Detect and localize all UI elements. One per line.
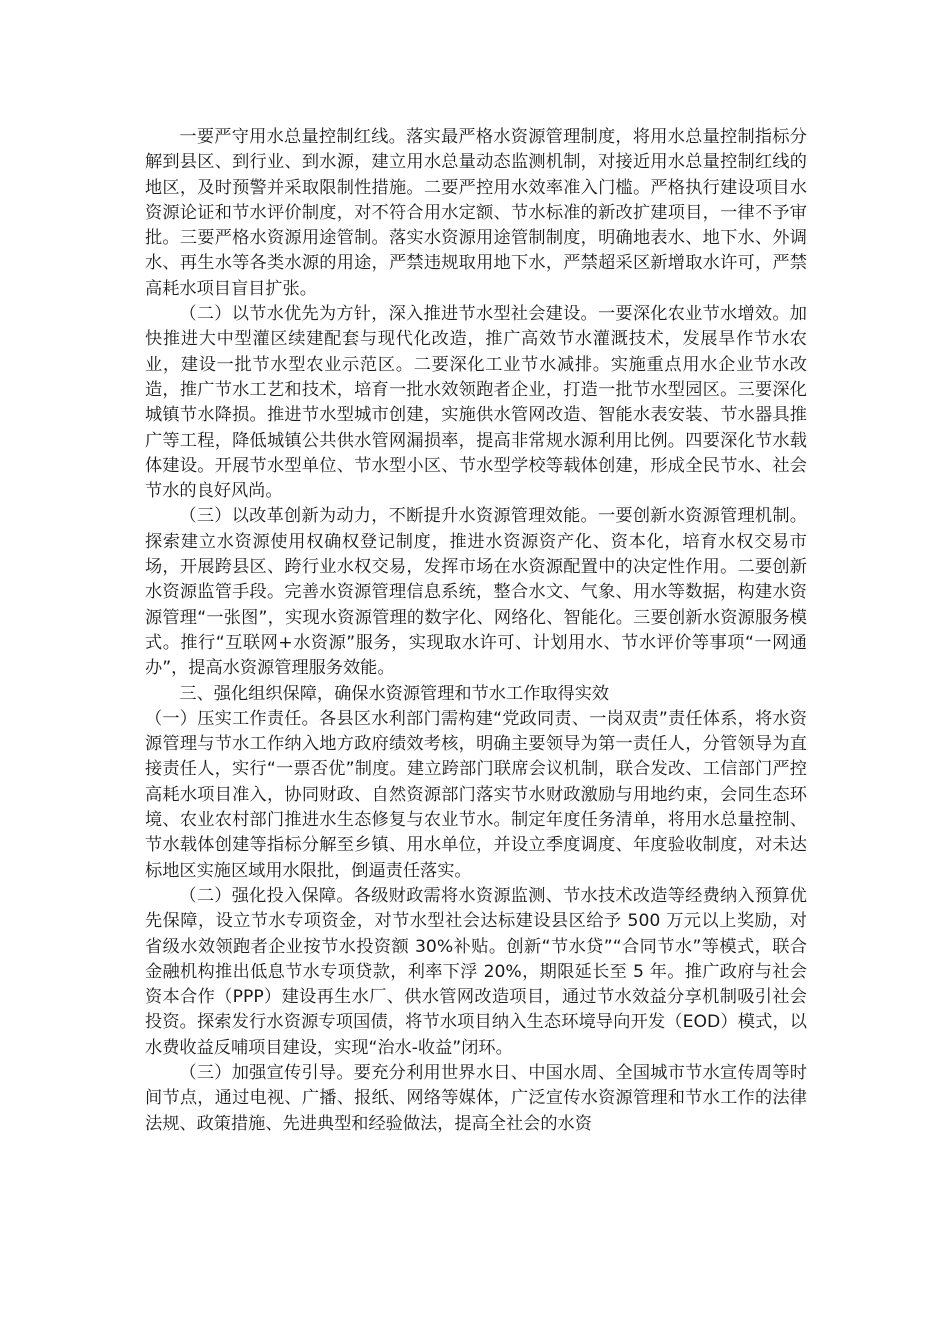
paragraph-work-responsibility: （一）压实工作责任。各县区水利部门需构建“党政同责、一岗双责”责任体系，将水资源管理与节水工作纳入地方政府绩效考核，明确主要领导为第一责任人，分管领导为直接责任人，实行“一票否优”制度。建立跨部门联席会议机制，联合发改、工信部门严控高耗水项目准入，协同财政、自然资源部门落实节水财政激励与用地约束，会同生态环境、农业农村部门推进水生态修复与农业节水。制定年度任务清单，将用水总量控制、节水载体创建等指标分解至乡镇、用水单位，并设立季度调度、年度验收制度，对未达标地区实施区域用水限批，倒逼责任落实。 bbox=[145, 708, 807, 881]
paragraph-publicity-guidance: （三）加强宣传引导。要充分利用世界水日、中国水周、全国城市节水宣传周等时间节点，通过电视、广播、报纸、网络等媒体，广泛宣传水资源管理和节水工作的法律法规、政策措施、先进典型和经验做法，提高全社会的水资 bbox=[145, 1062, 807, 1134]
paragraph-investment-guarantee: （二）强化投入保障。各级财政需将水资源监测、节水技术改造等经费纳入预算优先保障，设立节水专项资金，对节水型社会达标建设县区给予 500 万元以上奖励，对省级水效领跑者企业按节水投资额 30%补贴。创新“节水贷”“合同节水”等模式，联合金融机构推出低息节水专项贷款，利率下浮 20%，期限延长至 5 年。推广政府与社会资本合作（PPP）建设再生水厂、供水管网改造项目，通过节水效益分享机制吸引社会投资。探索发行水资源专项国债，将节水项目纳入生态环境导向开发（EOD）模式，以水费收益反哺项目建设，实现“治水-收益”闭环。 bbox=[145, 885, 807, 1058]
paragraph-water-total-control: 一要严守用水总量控制红线。落实最严格水资源管理制度，将用水总量控制指标分解到县区、到行业、到水源，建立用水总量动态监测机制，对接近用水总量控制红线的地区，及时预警并采取限制性措施。二要严控用水效率准入门槛。严格执行建设项目水资源论证和节水评价制度，对不符合用水定额、节水标准的新改扩建项目，一律不予审批。三要严格水资源用途管制。落实水资源用途管制制度，明确地表水、地下水、外调水、再生水等各类水源的用途，严禁违规取用地下水，严禁超采区新增取水许可，严禁高耗水项目盲目扩张。 bbox=[145, 127, 807, 299]
paragraph-reform-innovation: （三）以改革创新为动力，不断提升水资源管理效能。一要创新水资源管理机制。探索建立水资源使用权确权登记制度，推进水资源资产化、资本化，培育水权交易市场，开展跨县区、跨行业水权交易，发挥市场在水资源配置中的决定性作用。二要创新水资源监管手段。完善水资源管理信息系统，整合水文、气象、用水等数据，构建水资源管理“一张图”，实现水资源管理的数字化、网络化、智能化。三要创新水资源服务模式。推行“互联网+水资源”服务，实现取水许可、计划用水、节水评价等事项“一网通办”，提高水资源管理服务效能。 bbox=[145, 506, 807, 679]
paragraph-water-saving-priority: （二）以节水优先为方针，深入推进节水型社会建设。一要深化农业节水增效。加快推进大中型灌区续建配套与现代化改造，推广高效节水灌溉技术，发展旱作节水农业，建设一批节水型农业示范区。二要深化工业节水减排。实施重点用水企业节水改造，推广节水工艺和技术，培育一批水效领跑者企业，打造一批节水型园区。三要深化城镇节水降损。推进节水型城市创建，实施供水管网改造、智能水表安装、节水器具推广等工程，降低城镇公共供水管网漏损率，提高非常规水源利用比例。四要深化节水载体建设。开展节水型单位、节水型小区、节水型学校等载体创建，形成全民节水、社会节水的良好风尚。 bbox=[145, 304, 807, 502]
section-heading-organization-guarantee: 三、强化组织保障，确保水资源管理和节水工作取得实效 bbox=[179, 683, 610, 704]
document-body bbox=[145, 125, 807, 1137]
